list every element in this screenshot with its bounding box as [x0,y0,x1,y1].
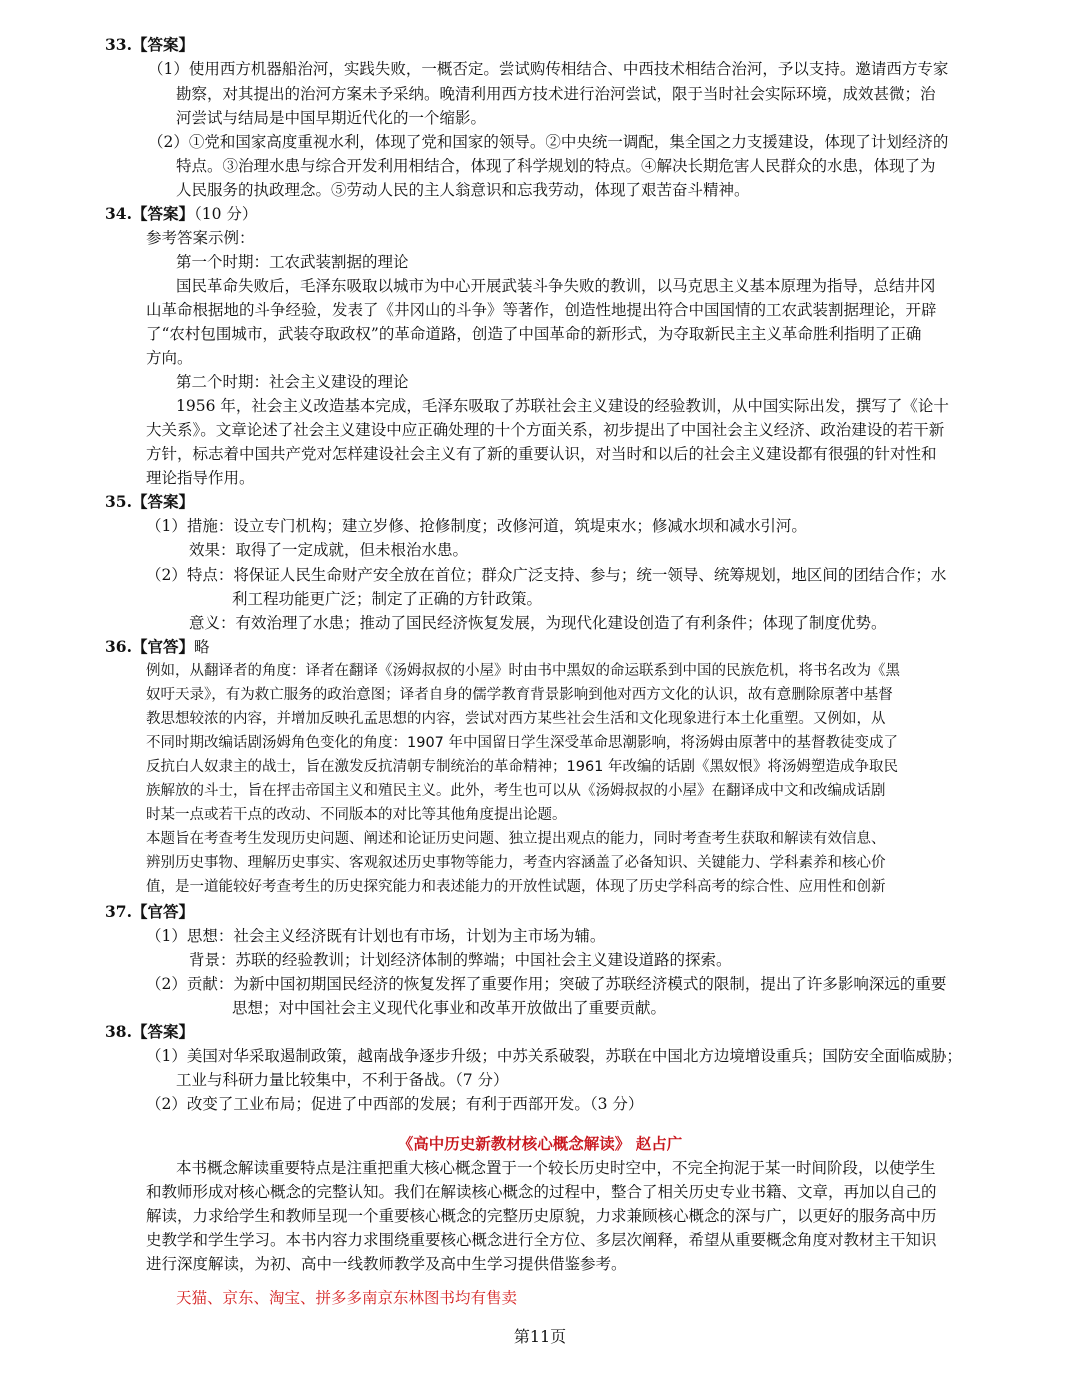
q34-period-title: 第二个时期：社会主义建设的理论 [176,373,409,391]
q36-line: 值，是一道能较好考查考生的历史探究能力和表述能力的开放性试题，体现了历史学科高考的综合性、应用性和创新 [146,879,886,895]
q36-line: 例如，从翻译者的角度：译者在翻译《汤姆叔叔的小屋》时由书中黑奴的命运联系到中国的民族危机，将书名改为《黑 [146,663,900,679]
q35-line: 利工程功能更广泛；制定了正确的方针政策。 [232,590,543,608]
q33-line: （2）①党和国家高度重视水利，体现了党和国家的领导。②中央统一调配，集全国之力支援建设，体现了计划经济的 [148,133,949,151]
promo-title: 《高中历史新教材核心概念解读》 赵占广 [397,1134,683,1153]
q38-line: 工业与科研力量比较集中，不利于备战。（7 分） [176,1071,509,1089]
q33-line: 勘察，对其提出的治河方案未予采纳。晚清利用西方技术进行治河尝试，限于当时社会实际环境，成效甚微；治 [176,85,936,103]
q34-line: 山革命根据地的斗争经验，发表了《井冈山的斗争》等著作，创造性地提出符合中国国情的工农武装割据理论，开辟 [146,301,937,319]
q37-line: 思想；对中国社会主义现代化事业和改革开放做出了重要贡献。 [232,999,667,1017]
q36-line: 教思想较浓的内容，并增加反映孔孟思想的内容，尝试对西方某些社会生活和文化现象进行本土化重塑。又例如，从 [146,711,886,727]
promo-line: 和教师形成对核心概念的完整认知。我们在解读核心概念的过程中，整合了相关历史专业书籍、文章，再加以自己的 [146,1183,937,1201]
q34-line: 国民革命失败后，毛泽东吸取以城市为中心开展武装斗争失败的教训，以马克思主义基本原理为指导，总结井冈 [176,277,936,295]
q34-line: 了“农村包围城市，武装夺取政权”的革命道路，创造了中国革命的新形式，为夺取新民主主义革命胜利指明了正确 [146,325,922,343]
q33-line: 河尝试与结局是中国早期近代化的一个缩影。 [176,109,487,127]
q34-line: 理论指导作用。 [146,469,255,487]
q36-heading-row [105,636,209,658]
q34-period-title: 第一个时期：工农武装割据的理论 [176,253,409,271]
q33-line: 人民服务的执政理念。⑤劳动人民的主人翁意识和忘我劳动，体现了艰苦奋斗精神。 [176,181,750,199]
q34-line: 参考答案示例： [146,229,255,247]
q37-heading: 37.【官答】 [105,902,194,921]
q37-line: （1）思想：社会主义经济既有计划也有市场，计划为主市场为辅。 [146,927,606,945]
q36-heading: 36.【官答】 [105,637,194,656]
q36-line: 反抗白人奴隶主的战士，旨在激发反抗清朝专制统治的革命精神；1961 年改编的话剧《黑奴恨》将汤姆塑造成争取民 [146,759,899,775]
promo-line: 史教学和学生学习。本书内容力求围绕重要核心概念进行全方位、多层次阐释，希望从重要概念角度对教材主干知识 [146,1231,937,1249]
q34-line: 方针，标志着中国共产党对怎样建设社会主义有了新的重要认识，对当时和以后的社会主义建设都有很强的针对性和 [146,445,937,463]
q36-line: 族解放的斗士，旨在抨击帝国主义和殖民主义。此外，考生也可以从《汤姆叔叔的小屋》在翻译成中文和改编成话剧 [146,783,886,799]
q37-line: 背景：苏联的经验教训；计划经济体制的弊端；中国社会主义建设道路的探索。 [189,951,732,969]
q38-heading: 38.【答案】 [105,1022,194,1041]
q35-line: （1）措施：设立专门机构；建立岁修、抢修制度；改修河道，筑堤束水；修减水坝和减水引河。 [146,517,807,535]
q33-heading: 33.【答案】 [105,35,194,54]
promo-line: 解读，力求给学生和教师呈现一个重要核心概念的完整历史原貌，力求兼顾核心概念的深与广，以更好的服务高中历 [146,1207,937,1225]
q34-heading: 34.【答案】 [105,204,194,223]
q36-line: 不同时期改编话剧汤姆角色变化的角度：1907 年中国留日学生深受革命思潮影响，将汤姆由原著中的基督教徒变成了 [146,735,899,751]
page-number: 第11页 [513,1327,567,1346]
q35-line: （2）特点：将保证人民生命财产安全放在首位；群众广泛支持、参与；统一领导、统筹规划，地区间的团结合作；水 [146,566,947,584]
promo-line: 本书概念解读重要特点是注重把重大核心概念置于一个较长历史时空中，不完全拘泥于某一时间阶段，以使学生 [176,1159,936,1177]
q33-line: （1）使用西方机器船治河，实践失败，一概否定。尝试购传相结合、中西技术相结合治河，予以支持。邀请西方专家 [148,60,949,78]
promo-line: 进行深度解读，为初、高中一线教师教学及高中生学习提供借鉴参考。 [146,1255,627,1273]
q35-line: 效果：取得了一定成就，但未根治水患。 [189,541,469,559]
q35-line: 意义：有效治理了水患；推动了国民经济恢复发展，为现代化建设创造了有利条件；体现了制度优势。 [189,614,887,632]
q36-line: 奴吁天录》，有为救亡服务的政治意图；译者自身的儒学教育背景影响到他对西方文化的认识，故有意删除原著中基督 [146,687,893,703]
q36-suffix: 略 [193,638,210,656]
q36-line: 本题旨在考查考生发现历史问题、阐述和论证历史问题、独立提出观点的能力，同时考查考生获取和解读有效信息、 [146,831,886,847]
q34-heading-row [105,203,257,225]
q38-line: （2）改变了工业布局；促进了中西部的发展；有利于西部开发。（3 分） [146,1095,644,1113]
q35-heading: 35.【答案】 [105,492,194,511]
q33-line: 特点。③治理水患与综合开发利用相结合，体现了科学规划的特点。④解决长期危害人民群众的水患，体现了为 [176,157,936,175]
q36-line: 时某一点或若干点的改动、不同版本的对比等其他角度提出论题。 [146,807,567,823]
q34-score: （10 分） [193,205,258,223]
q34-line: 方向。 [146,349,193,367]
promo-sale-text: 天猫、京东、淘宝、拼多多南京东林图书均有售卖 [176,1289,518,1307]
q38-line: （1）美国对华采取遏制政策，越南战争逐步升级；中苏关系破裂，苏联在中国北方边境增设重兵；国防安全面临威胁； [146,1047,962,1065]
q34-line: 1956 年，社会主义改造基本完成，毛泽东吸取了苏联社会主义建设的经验教训，从中国实际出发，撰写了《论十 [176,397,949,415]
q36-line: 辨别历史事物、理解历史事实、客观叙述历史事物等能力，考查内容涵盖了必备知识、关键能力、学科素养和核心价 [146,855,886,871]
q34-line: 大关系》。文章论述了社会主义建设中应正确处理的十个方面关系，初步提出了中国社会主义经济、政治建设的若干新 [146,421,945,439]
q37-line: （2）贡献：为新中国初期国民经济的恢复发挥了重要作用；突破了苏联经济模式的限制，提出了许多影响深远的重要 [146,975,947,993]
